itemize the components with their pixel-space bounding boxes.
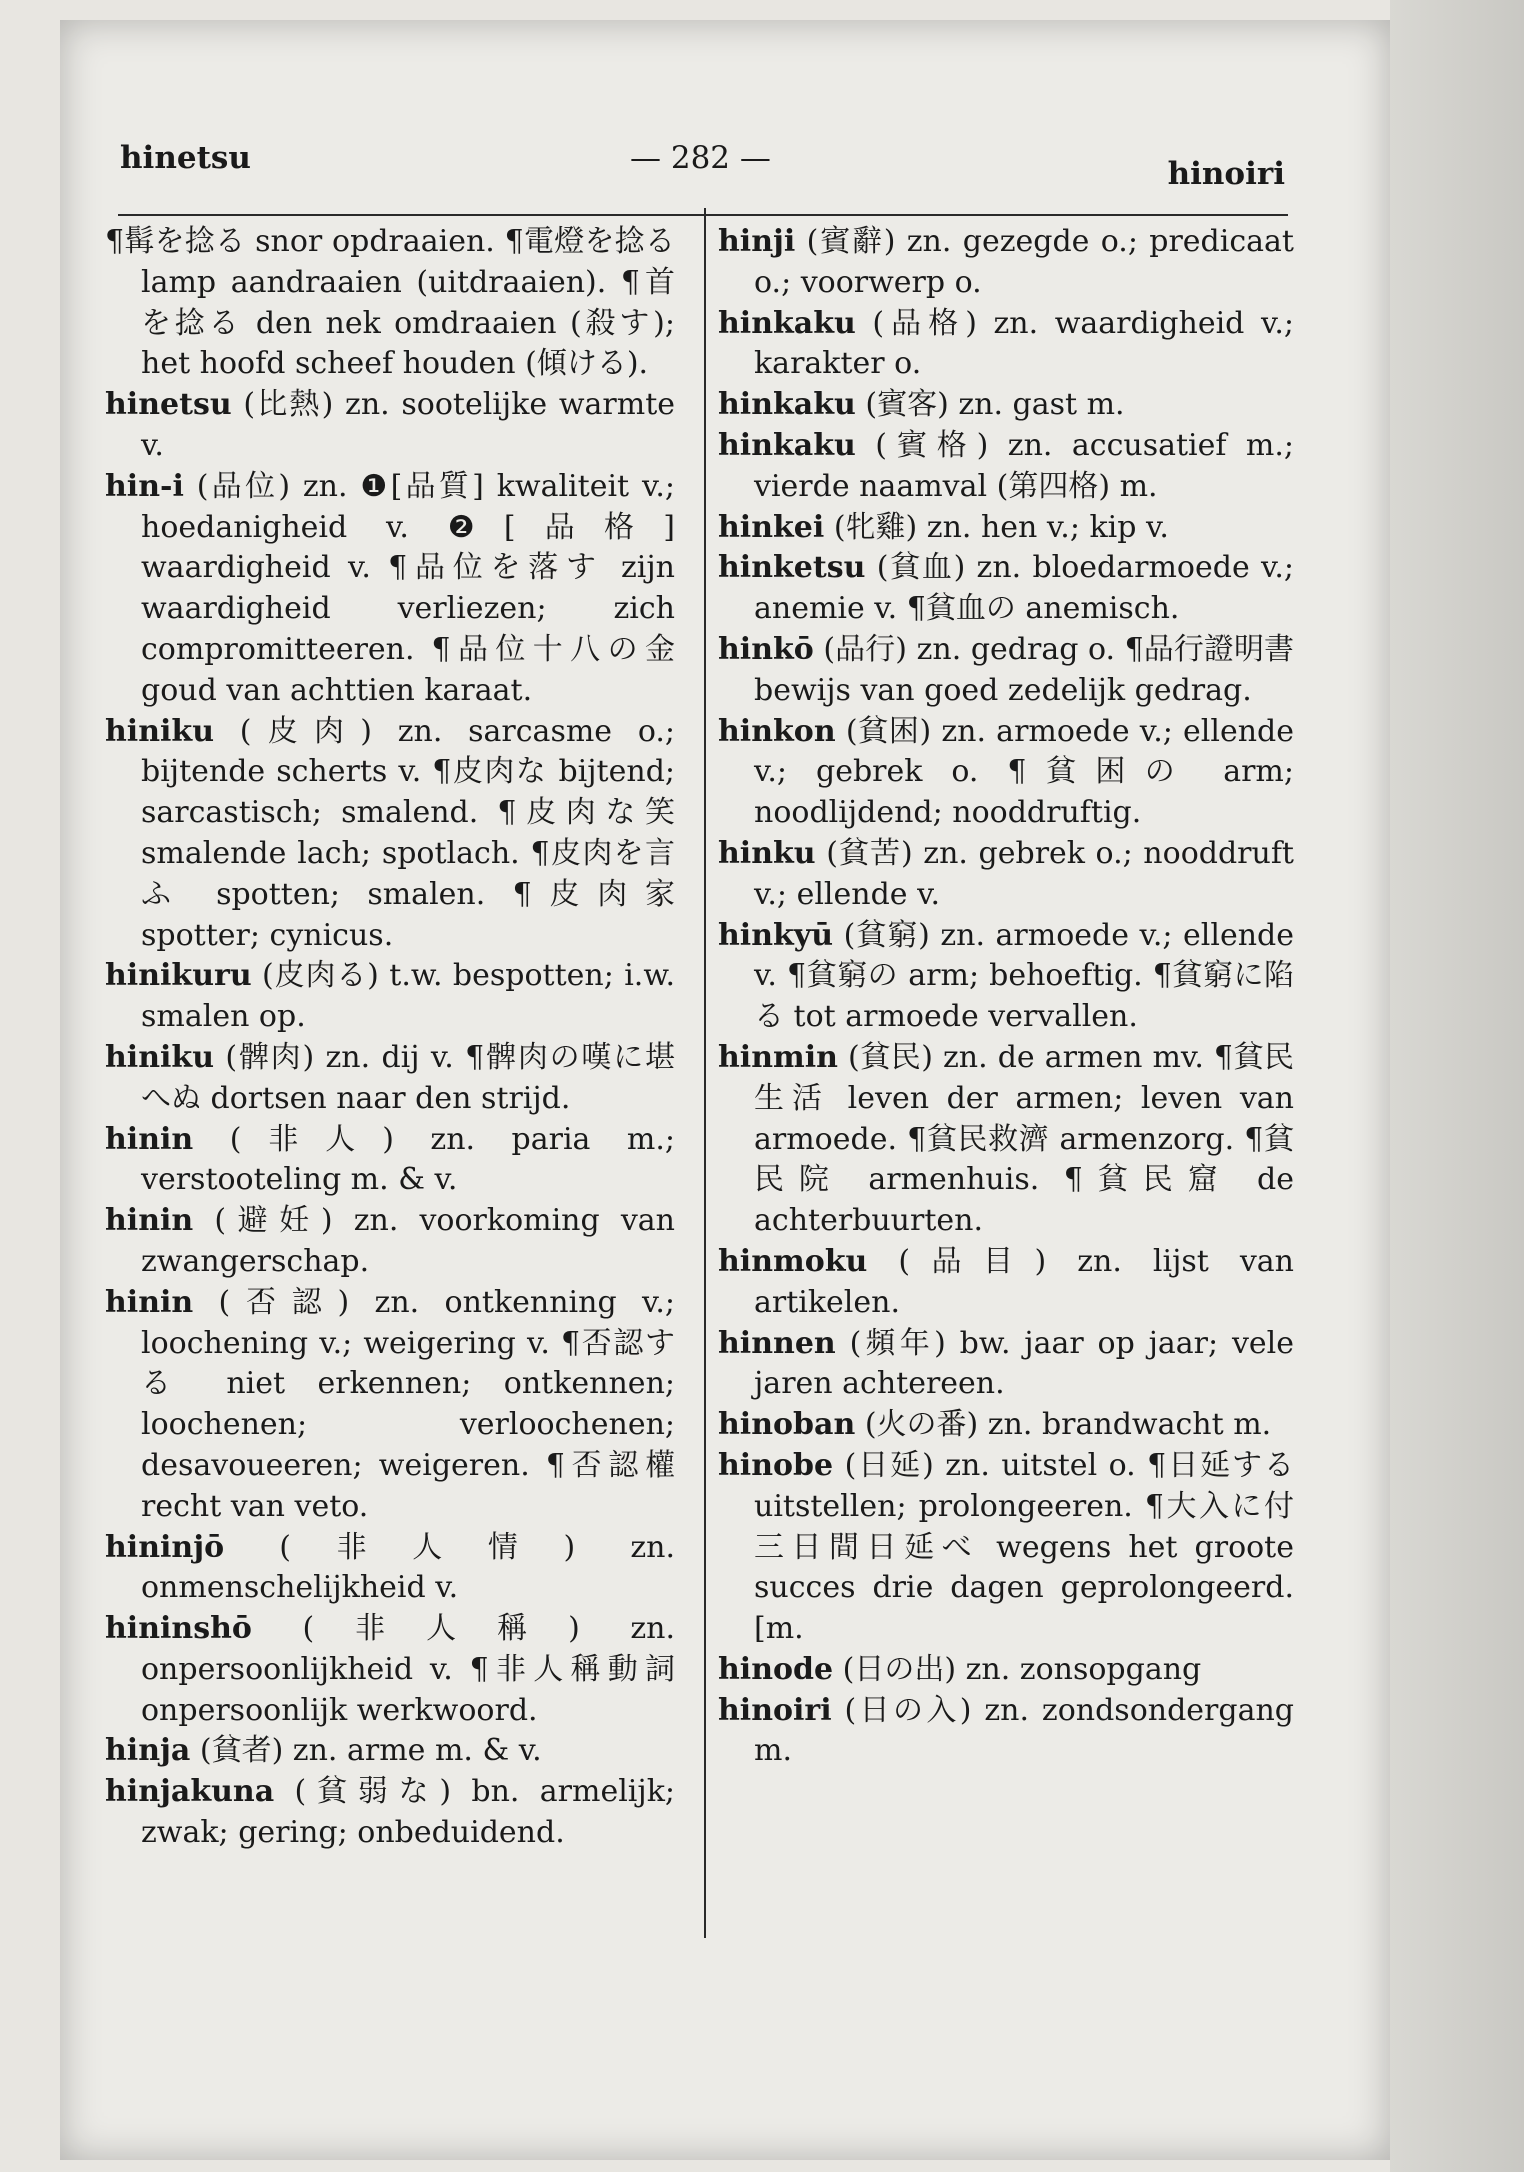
dictionary-entry: hin-i (品位) zn. ❶[品質] kwaliteit v.; hoedanigheid v. ❷[品格] waardigheid v. ¶品位を落す zijn waardigheid verliezen; zich compromitteeren. ¶品位十八の金 goud van achttien karaat. xyxy=(105,468,675,708)
dictionary-entry: hinobe (日延) zn. uitstel o. ¶日延する uitstellen; prolongeeren. ¶大入に付三日間日延べ wegens het groote succes drie dagen geprolongeerd. [m. xyxy=(718,1447,1294,1647)
dictionary-entry: hininshō (非人稱) zn. onpersoonlijkheid v. ¶非人稱動詞 onpersoonlijk werkwoord. xyxy=(105,1611,676,1728)
column-divider xyxy=(704,208,706,1938)
page-header xyxy=(120,140,1285,200)
header-right-guideword: hinoiri xyxy=(1167,156,1285,192)
dictionary-entry: hiniku (髀肉) zn. dij v. ¶髀肉の嘆に堪へぬ dortsen naar den strijd. xyxy=(105,1039,676,1116)
left-column xyxy=(105,222,675,1854)
dictionary-entry: hinjakuna (貧弱な) bn. armelijk; zwak; gering; onbeduidend. xyxy=(105,1774,675,1851)
header-left-guideword: hinetsu xyxy=(120,140,251,176)
dictionary-entry: hinkon (貧困) zn. armoede v.; ellende v.; gebrek o. ¶貧困の arm; noodlijdend; nooddruftig. xyxy=(718,713,1294,831)
dictionary-entry: hinketsu (貧血) zn. bloedarmoede v.; anemie v. ¶貧血の anemisch. xyxy=(718,550,1294,627)
dictionary-entry: hinkō (品行) zn. gedrag o. ¶品行證明書 bewijs van goed zedelijk gedrag. xyxy=(718,631,1294,708)
dictionary-entry: hinku (貧苦) zn. gebrek o.; nooddruft v.; ellende v. xyxy=(718,835,1294,912)
dictionary-entry: hinkaku (賓格) zn. accusatief m.; vierde naamval (第四格) m. xyxy=(718,427,1294,504)
dictionary-entry: hinmoku (品目) zn. lijst van artikelen. xyxy=(718,1243,1294,1320)
dictionary-entry: ¶髯を捻る snor opdraaien. ¶電燈を捻る lamp aandraaien (uitdraaien). ¶首を捻る den nek omdraaien (殺す); het hoofd scheef houden (傾ける). xyxy=(105,224,675,382)
dictionary-entry: hinnen (頻年) bw. jaar op jaar; vele jaren achtereen. xyxy=(718,1325,1294,1402)
header-rule xyxy=(118,214,1288,216)
dictionary-entry: hinode (日の出) zn. zonsopgang xyxy=(718,1651,1202,1687)
dictionary-entry: hinmin (貧民) zn. de armen mv. ¶貧民生活 leven der armen; leven van armoede. ¶貧民救濟 armenzorg. ¶貧民院 armenhuis. ¶貧民窟 de achterbuurten. xyxy=(718,1039,1294,1239)
dictionary-entry: hinkaku (品格) zn. waardigheid v.; karakter o. xyxy=(718,305,1294,382)
dictionary-entry: hinkaku (賓客) zn. gast m. xyxy=(718,387,1125,423)
dictionary-entry: hinetsu (比熱) zn. sootelijke warmte v. xyxy=(105,387,676,463)
dictionary-entry: hinin (非人) zn. paria m.; verstooteling m. & v. xyxy=(105,1121,675,1198)
dictionary-entry: hinoban (火の番) zn. brandwacht m. xyxy=(718,1407,1272,1443)
page-number: — 282 — xyxy=(630,140,771,176)
dictionary-entry: hininjō (非人情) zn. onmenschelijkheid v. xyxy=(105,1529,675,1606)
dictionary-entry: hinkyū (貧窮) zn. armoede v.; ellende v. ¶貧窮の arm; behoeftig. ¶貧窮に陷る tot armoede vervallen. xyxy=(718,917,1295,1035)
right-column xyxy=(718,222,1294,1772)
dictionary-entry: hinja (貧者) zn. arme m. & v. xyxy=(105,1733,542,1769)
dictionary-entry: hinoiri (日の入) zn. zondsondergang m. xyxy=(718,1692,1294,1769)
dictionary-entry: hiniku (皮肉) zn. sarcasme o.; bijtende scherts v. ¶皮肉な bijtend; sarcastisch; smalend. ¶皮肉な笑 smalende lach; spotlach. ¶皮肉を言ふ spotten; smalen. ¶皮肉家 spotter; cynicus. xyxy=(105,713,675,953)
dictionary-entry: hinin (避妊) zn. voorkoming van zwangerschap. xyxy=(105,1203,675,1279)
dictionary-entry: hinin (否認) zn. ontkenning v.; loochening v.; weigering v. ¶否認する niet erkennen; ontkennen; loochenen; verloochenen; desavoueeren; weigeren. ¶否認權 recht van veto. xyxy=(105,1284,675,1524)
dictionary-entry: hinji (賓辭) zn. gezegde o.; predicaat o.; voorwerp o. xyxy=(718,224,1294,300)
dictionary-entry: hinikuru (皮肉る) t.w. bespotten; i.w. smalen op. xyxy=(105,958,675,1035)
dictionary-entry: hinkei (牝雞) zn. hen v.; kip v. xyxy=(718,509,1169,545)
next-page-edge xyxy=(1390,0,1524,2172)
